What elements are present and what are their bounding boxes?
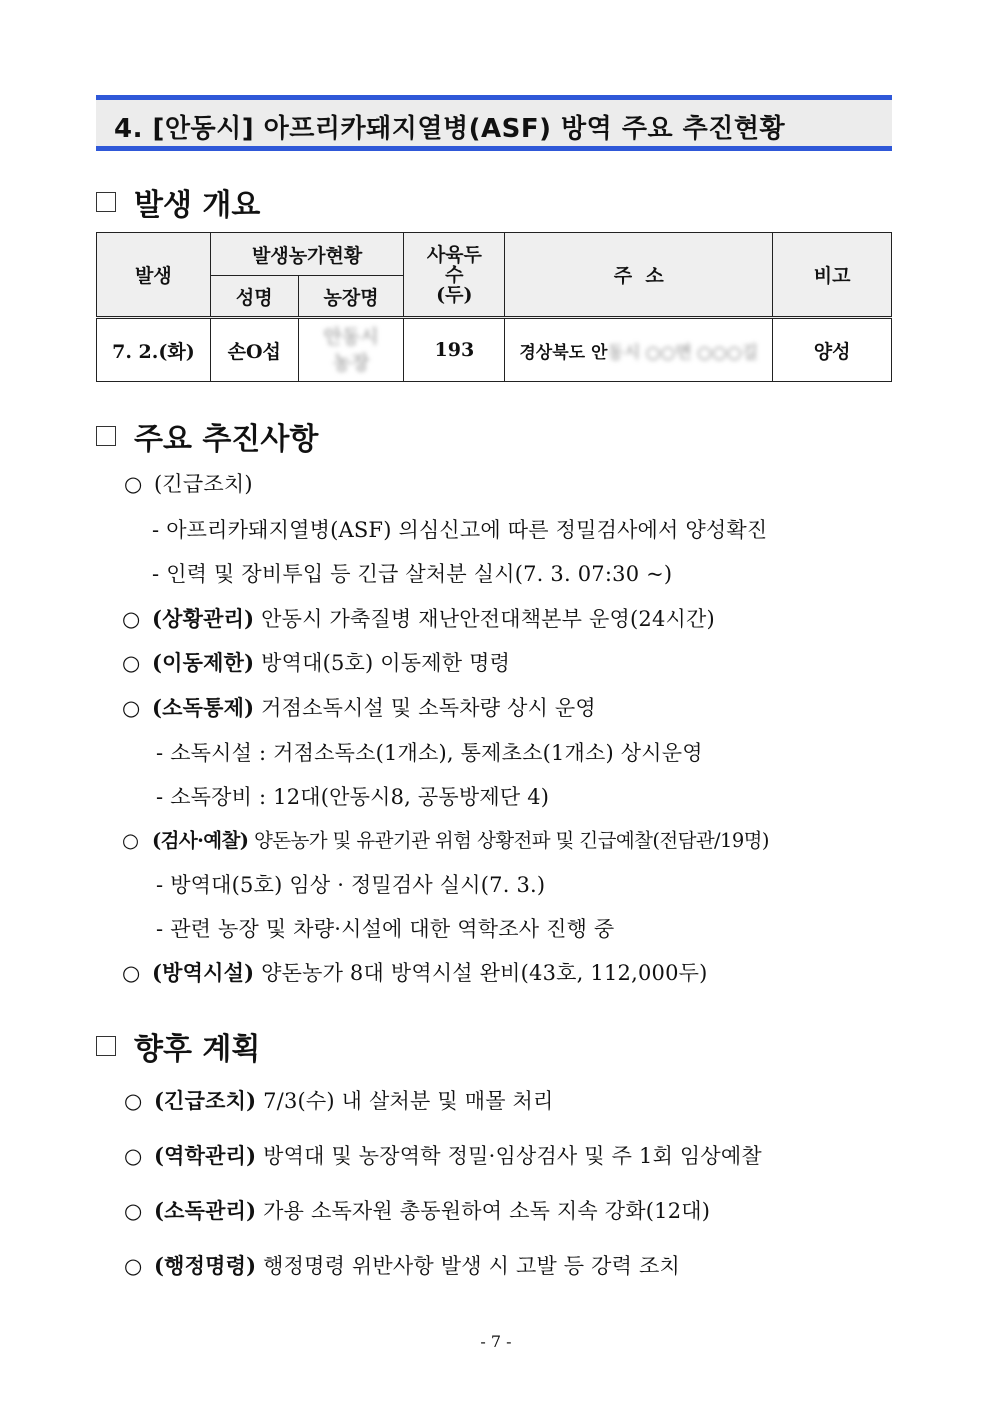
overview-table xyxy=(96,232,892,382)
action-subitem: - 소독장비 : 12대(안동시8, 공동방제단 4) xyxy=(156,785,550,809)
page-title: 4. [안동시] 아프리카돼지열병(ASF) 방역 주요 추진현황 xyxy=(114,114,786,144)
action-subitem: - 소독시설 : 거점소독소(1개소), 통제초소(1개소) 상시운영 xyxy=(156,741,703,765)
section-title: 주요 추진사항 xyxy=(134,422,319,457)
action-subitem: - 방역대(5호) 임상 · 정밀검사 실시(7. 3.) xyxy=(156,873,546,897)
header-occurrence: 발생 xyxy=(97,233,211,318)
checkbox-square-icon xyxy=(96,1036,116,1056)
section-heading-overview xyxy=(96,180,260,224)
title-bar xyxy=(96,95,892,151)
plan-item: ○ (행정명령) 행정명령 위반사항 발생 시 고발 등 강력 조치 xyxy=(124,1253,680,1278)
cell-date: 7. 2.(화) xyxy=(97,318,211,382)
action-item: ○ (상황관리) 안동시 가축질병 재난안전대책본부 운영(24시간) xyxy=(122,606,715,631)
plan-item: ○ (긴급조치) 7/3(수) 내 살처분 및 매몰 처리 xyxy=(124,1088,554,1113)
cell-address: 경상북도 안동시 ○○면 ○○○길 xyxy=(505,318,773,382)
action-item: ○ (방역시설) 양돈농가 8대 방역시설 완비(43호, 112,000두) xyxy=(122,960,708,985)
plan-item: ○ (소독관리) 가용 소독자원 총동원하여 소독 지속 강화(12대) xyxy=(124,1198,711,1223)
header-note: 비고 xyxy=(773,233,892,318)
header-farm-name: 농장명 xyxy=(298,276,404,318)
action-item: ○ (검사·예찰) 양돈농가 및 유관기관 위험 상황전파 및 긴급예찰(전담관/19명) xyxy=(122,829,769,852)
checkbox-square-icon xyxy=(96,192,116,212)
header-name: 성명 xyxy=(210,276,298,318)
action-item: ○ (소독통제) 거점소독시설 및 소독차량 상시 운영 xyxy=(122,695,596,720)
section-title: 향후 계획 xyxy=(134,1032,261,1067)
action-subitem: - 관련 농장 및 차량·시설에 대한 역학조사 진행 중 xyxy=(156,917,615,941)
cell-name: 손O섭 xyxy=(210,318,298,382)
page-number: - 7 - xyxy=(480,1332,512,1351)
cell-count: 193 xyxy=(404,318,505,382)
section-heading-actions xyxy=(96,414,318,458)
section-heading-plans xyxy=(96,1024,260,1068)
header-address: 주 소 xyxy=(505,233,773,318)
plan-item: ○ (역학관리) 방역대 및 농장역학 정밀·임상검사 및 주 1회 임상예찰 xyxy=(124,1143,762,1168)
section-title: 발생 개요 xyxy=(134,188,261,223)
action-subitem: - 아프리카돼지열병(ASF) 의심신고에 따른 정밀검사에서 양성확진 xyxy=(152,518,768,542)
cell-note: 양성 xyxy=(773,318,892,382)
header-head-count: 사육두 수 (두) xyxy=(404,233,505,318)
cell-farm-name: 안동시 농장 xyxy=(298,318,404,382)
action-item: ○ (이동제한) 방역대(5호) 이동제한 명령 xyxy=(122,650,511,675)
header-farm-status: 발생농가현황 xyxy=(210,233,404,276)
action-item: ○ (긴급조치) xyxy=(124,472,253,496)
checkbox-square-icon xyxy=(96,426,116,446)
action-subitem: - 인력 및 장비투입 등 긴급 살처분 실시(7. 3. 07:30 ~) xyxy=(152,562,673,586)
